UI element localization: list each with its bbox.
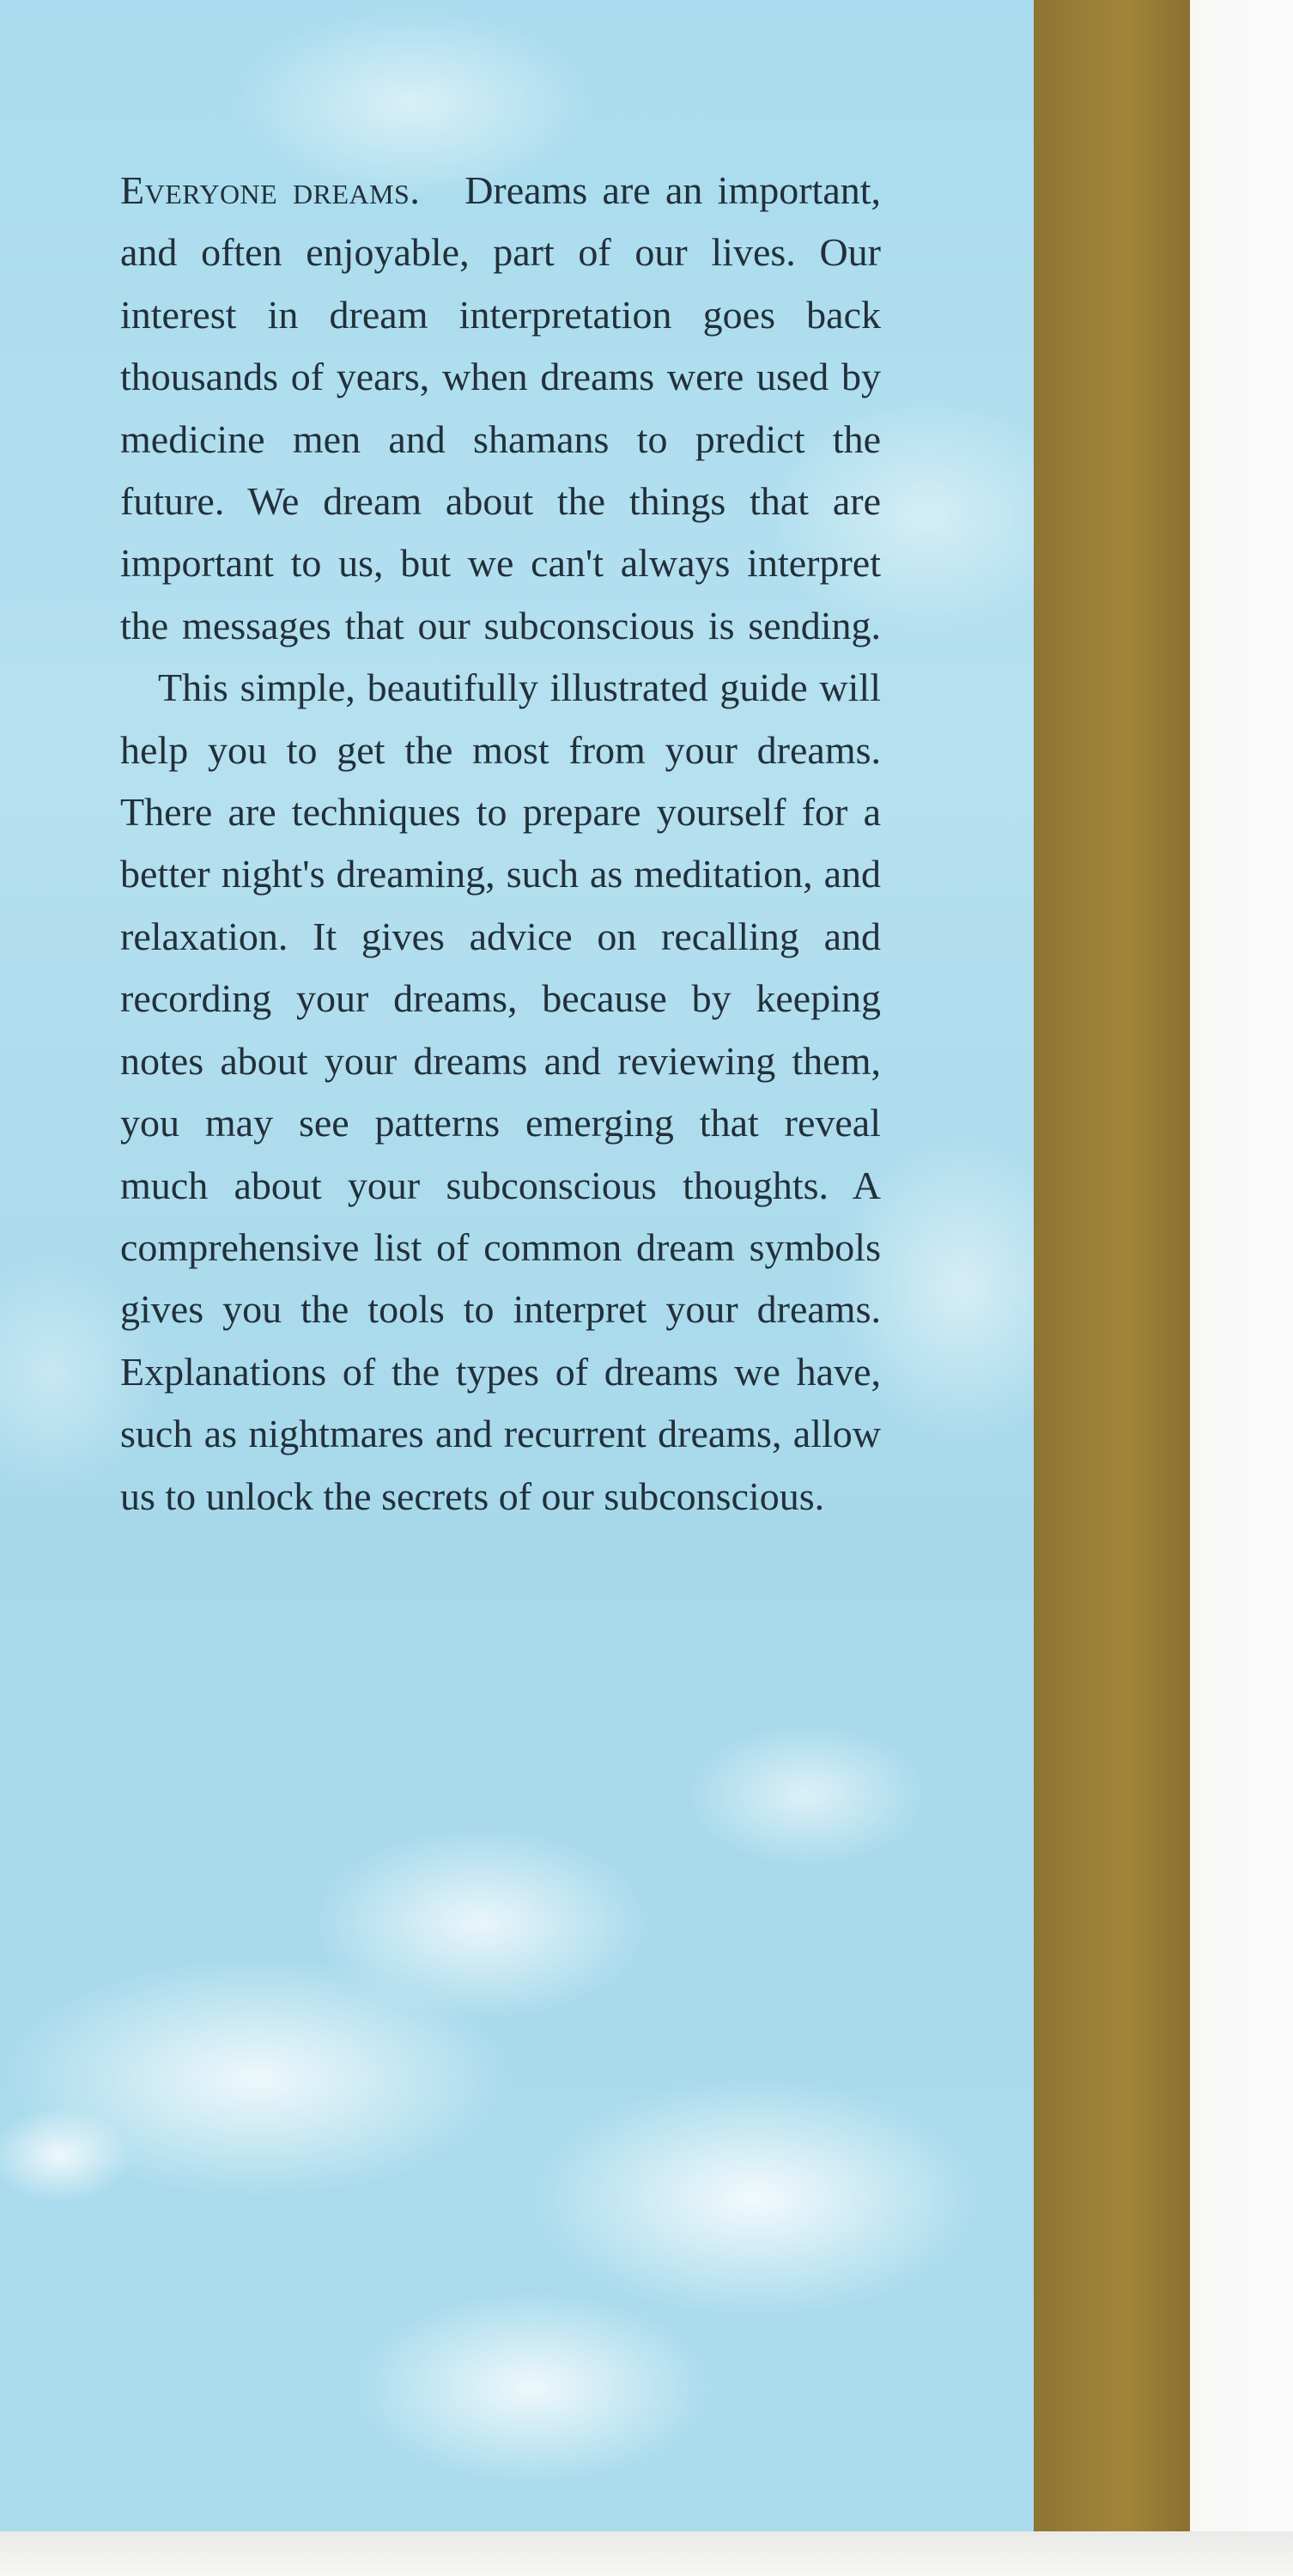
paragraph-1-text: Dreams are an important, and often enjoyable, part of our lives. Our interest in dream interpretation goes back thousands of years, when dreams were used by medicine men and shamans to predict the future. We dream about the things that are important to us, but we can't always interpret the messages that our subconscious is sending. bbox=[120, 168, 882, 647]
bottom-edge bbox=[0, 2531, 1293, 2576]
lead-in-text: Everyone dreams. bbox=[120, 168, 421, 212]
blurb-paragraph-2: This simple, beautifully illustrated guide will help you to get the most from your dreams. There are techniques to prepare yourself for a better night's dreaming, such as meditation, and relaxation. It gives advice on recalling and recording your dreams, because by keeping notes about your dreams and reviewing them, you may see patterns emerging that reveal much about your subconscious thoughts. A comprehensive list of common dream symbols gives you the tools to interpret your dreams. Explanations of the types of dreams we have, such as nightmares and recurrent dreams, allow us to unlock the secrets of our subconscious. bbox=[120, 665, 881, 1518]
blurb-paragraph-1 bbox=[120, 160, 881, 657]
flap-blurb bbox=[120, 160, 881, 1528]
page-edge bbox=[1190, 0, 1293, 2576]
gold-spine-band bbox=[1034, 0, 1190, 2531]
